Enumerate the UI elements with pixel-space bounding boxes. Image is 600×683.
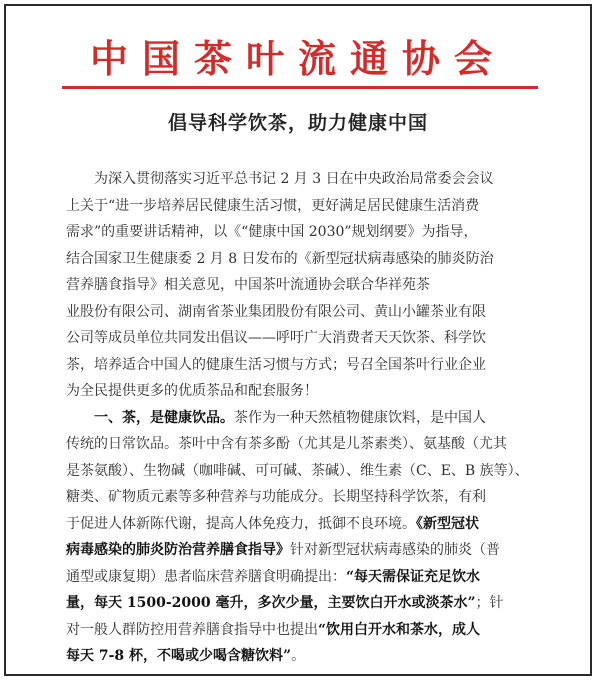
text-segment: 茶作为一种天然植物健康饮料，是中国人	[234, 409, 486, 426]
text-segment: 。	[291, 648, 306, 664]
bold-text-segment: 一、茶，是健康饮品。	[94, 409, 234, 426]
body-line	[66, 484, 544, 511]
body-line	[66, 352, 544, 379]
text-segment: 糖类、矿物质元素等多种营养与功能成分。长期坚持科学饮茶，有利	[66, 489, 486, 505]
body-line	[66, 617, 544, 644]
body-line	[66, 272, 544, 299]
text-segment: ；针	[475, 595, 504, 611]
text-segment: 通型或康复期）患者临床营养膳食明确提出：	[66, 568, 346, 585]
bold-text-segment: “每天需保证充足饮水	[346, 568, 481, 585]
text-segment: 业股份有限公司、湖南省茶业集团股份有限公司、黄山小罐茶业有限	[66, 303, 486, 320]
body-line	[66, 564, 544, 591]
body-line	[66, 458, 544, 485]
text-segment: 需求”的重要讲话精神，以《“健康中国 2030”规划纲要》为指导，	[66, 224, 478, 240]
text-segment: 为深入贯彻落实习近平总书记 2 月 3 日在中央政治局常委会会议	[94, 171, 494, 187]
body-line	[66, 299, 544, 326]
body-line	[66, 193, 544, 220]
bold-text-segment: “饮用白开水和茶水，成人	[318, 621, 481, 638]
document-body	[66, 166, 544, 670]
document-page	[4, 4, 592, 676]
bold-text-segment: 每天 7-8 杯，不喝或少喝含糖饮料”	[66, 648, 292, 664]
body-line	[66, 219, 544, 246]
body-line	[66, 511, 544, 538]
body-line	[66, 431, 544, 458]
header-red-rule	[62, 86, 538, 89]
text-segment: 公司等成员单位共同发出倡议——呼吁广大消费者天天饮茶、科学饮	[66, 330, 486, 346]
text-segment: 营养膳食指导》相关意见，中国茶叶流通协会联合华祥苑茶	[66, 277, 430, 293]
body-line	[66, 166, 544, 193]
bold-text-segment: 《新型冠状	[416, 515, 479, 532]
org-name-header: 中国茶叶流通协会	[89, 36, 506, 81]
body-line	[66, 643, 544, 670]
text-segment: 于促进人体新陈代谢，提高人体免疫力，抵御不良环境。	[66, 515, 416, 532]
text-segment: 上关于“进一步培养居民健康生活习惯，更好满足居民健康生活消费	[66, 197, 480, 214]
body-line	[66, 325, 544, 352]
text-segment: 为全民提供更多的优质茶品和配套服务！	[66, 383, 318, 399]
text-segment: 是茶氨酸）、生物碱（咖啡碱、可可碱、茶碱）、维生素（C、E、B 族等）、	[66, 462, 529, 479]
body-line	[66, 405, 544, 432]
text-segment: 对一般人群防控用营养膳食指导中也提出	[66, 621, 318, 638]
text-segment: 针对新型冠状病毒感染的肺炎（普	[290, 542, 500, 558]
text-segment: 茶，培养适合中国人的健康生活习惯与方式；号召全国茶叶行业企业	[66, 356, 486, 373]
bold-text-segment: 量，每天 1500-2000 毫升，多次少量，主要饮白开水或淡茶水”	[66, 595, 476, 611]
body-line	[66, 378, 544, 405]
text-segment: 结合国家卫生健康委 2 月 8 日发布的《新型冠状病毒感染的肺炎防治	[66, 250, 494, 267]
body-line	[66, 537, 544, 564]
body-line	[66, 590, 544, 617]
bold-text-segment: 病毒感染的肺炎防治营养膳食指导》	[66, 542, 290, 558]
text-segment: 传统的日常饮品。茶叶中含有茶多酚（尤其是儿茶素类）、氨基酸（尤其	[66, 436, 507, 452]
body-line	[66, 246, 544, 273]
document-title: 倡导科学饮茶，助力健康中国	[167, 112, 428, 134]
